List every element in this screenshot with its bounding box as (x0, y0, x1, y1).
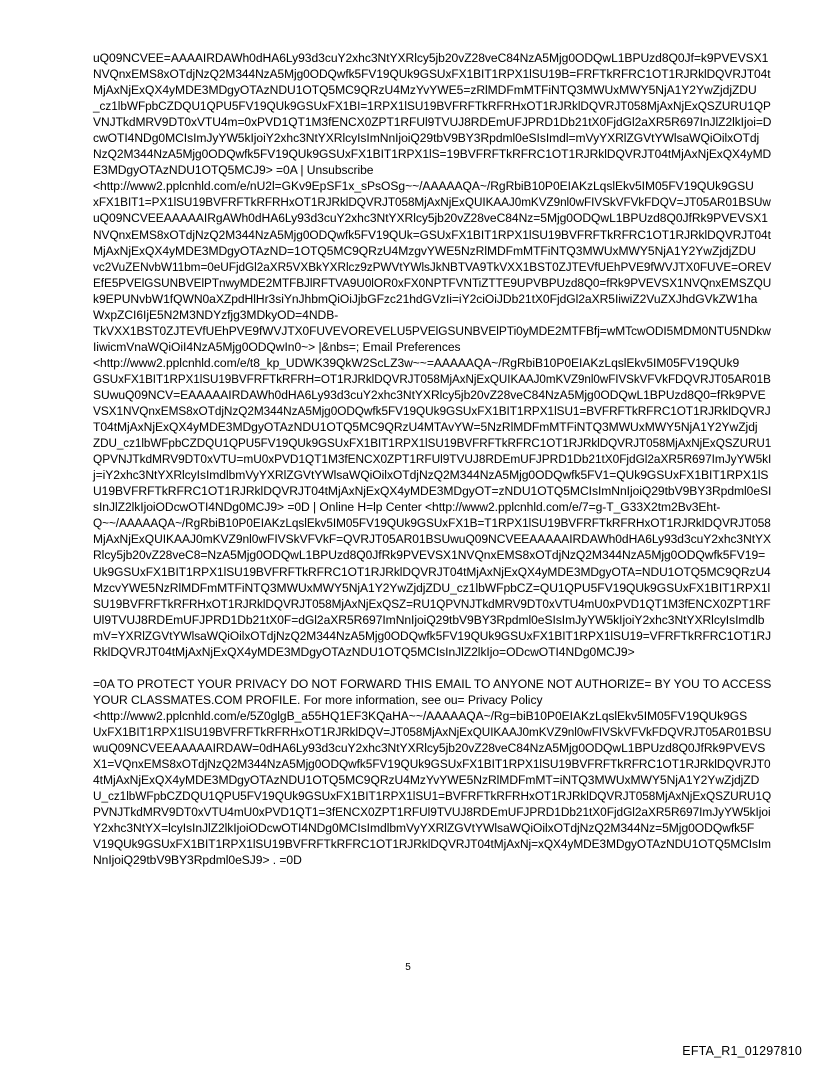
text-line: U19BVFRFTkRFRC1OT1RJRklDQVRJT04tMjAxNjExQX4yMDE3MDgyOT=zNDU1OTQ5MCIsImNnIjoiQ29tbV9BY3Rpdml0eSI (93, 484, 772, 499)
text-line: xFX1BIT1=PX1lSU19BVFRFTkRFRHxOT1RJRklDQVRJT058MjAxNjExQUIKAAJ0mKVZ9nl0wFIVSkVFVkFDQV=JT05AR01BSUw (93, 195, 771, 210)
text-line: ZDU_cz1lbWFpbCZDQU1QPU5FV19QUk9GSUxFX1BIT1RPX1lSU19BVFRFTkRFRC1OT1RJRklDQVRJT058MjAxNjExQSZURU1 (93, 436, 772, 451)
text-line: NnIjoiQ29tbV9BY3Rpdml0eSJ9> . =0D (93, 853, 302, 868)
text-line: <http://www2.pplcnhld.com/e/t8_kp_UDWK39QkW2ScLZ3w~~=AAAAAQA~/RgRbiB10P0EIAKzLqslEkv5IM05FV19QUk9 (93, 355, 740, 370)
text-line: sInJlZ2lkIjoiODcwOTI4NDg0MCJ9> =0D | Online H=lp Center <http://www2.pplcnhld.com/e/7=g-T_G33X2tm2Bv3Eht- (93, 500, 721, 515)
text-line: j=iY2xhc3NtYXRlcyIsImdlbmVyYXRlZGVtYWlsaWQiOilxOTdjNzQ2M344NzA5Mjg0ODQwfk5FV1=QUk9GSUxFX1BIT1RPX1lS (93, 468, 769, 483)
text-line: NVQnxEMS8xOTdjNzQ2M344NzA5Mjg0ODQwfk5FV19QUk9GSUxFX1BIT1RPX1lSU19B=FRFTkRFRC1OT1RJRklDQVRJT04t (93, 67, 771, 82)
page-number: 5 (405, 962, 411, 973)
text-line: cwOTI4NDg0MCIsImJyYW5kIjoiY2xhc3NtYXRlcyIsImNnIjoiQ29tbV9BY3Rpdml0eSIsImdl=mVyYXRlZGVtYWlsaWQiOilxOTdj (93, 131, 760, 146)
text-line: Ul9TVUJ8RDEmUFJPRD1Db21tX0F=dGl2aXR5R697ImNnIjoiQ29tbV9BY3Rpdml0eSIsImJyYW5kIjoiY2xhc3NtYXRlcyIsImdlb (93, 612, 765, 627)
paragraph-spacer (93, 660, 771, 676)
paragraph-privacy-notice (93, 676, 771, 869)
text-line: MjAxNjExQX4yMDE3MDgyOTAzND=1OTQ5MC9QRzU4MzgvYWE5NzRlMDFmMTFiNTQ3MWUxMWY5NjA1Y2YwZjdjZDU (93, 243, 756, 258)
text-line: k9EPUNvbW1fQWN0aXZpdHlHr3siYnJhbmQiOiJjbGFzc21hdGVzIi=iY2ciOiJDb21tX0FjdGl2aXR5IiwiZ2VuZXJhdGVkZW1ha (93, 291, 758, 306)
text-line: Uk9GSUxFX1BIT1RPX1lSU19BVFRFTkRFRC1OT1RJRklDQVRJT04tMjAxNjExQX4yMDE3MDgyOTA=NDU1OTQ5MC9QRzU4 (93, 564, 771, 579)
text-line: SUwuQ09NCV=EAAAAAIRDAWh0dHA6Ly93d3cuY2xhc3NtYXRlcy5jb20vZ28veC84NzA5Mjg0ODQwL1BPUzd8Q0=fRk9PVE (93, 387, 766, 402)
text-line: Q~~/AAAAAQA~/RgRbiB10P0EIAKzLqslEkv5IM05FV19QUk9GSUxFX1B=T1RPX1lSU19BVFRFTkRFRHxOT1RJRklDQVRJT058 (93, 516, 771, 531)
text-line: NVQnxEMS8xOTdjNzQ2M344NzA5Mjg0ODQwfk5FV19QUk=GSUxFX1BIT1RPX1lSU19BVFRFTkRFRC1OT1RJRklDQVRJT04t (93, 227, 771, 242)
text-line: vc2VuZENvbW11bm=0eUFjdGl2aXR5VXBkYXRlcz9zPWVtYWlsJkNBTVA9TkVXX1BST0ZJTEVfUEhPVE9fWVJTX0FUVE=OREV (93, 259, 772, 274)
text-line: <http://www2.pplcnhld.com/e/5Z0glgB_a55HQ1EF3KQaHA~~/AAAAAQA~/Rg=biB10P0EIAKzLqslEkv5IM05FV19QUk9GS (93, 708, 748, 723)
text-line: IiwicmVnaWQiOiI4NzA5Mjg0ODQwIn0~> |&nbs=; Email Preferences (93, 339, 461, 354)
text-line: WxpZCI6IjE5N2M3NDYzfjg3MDkyOD=4NDB- (93, 307, 339, 322)
email-body-text (93, 50, 771, 868)
text-line: =0A TO PROTECT YOUR PRIVACY DO NOT FORWARD THIS EMAIL TO ANYONE NOT AUTHORIZE= BY YOU TO ACCESS (93, 676, 772, 691)
text-line: Y2xhc3NtYX=lcyIsInJlZ2lkIjoiODcwOTI4NDg0MCIsImdlbmVyYXRlZGVtYWlsaWQiOilxOTdjNzQ2M344Nz=5Mjg0ODQwfk5F (93, 821, 755, 836)
text-line: UxFX1BIT1RPX1lSU19BVFRFTkRFRHxOT1RJRklDQV=JT058MjAxNjExQUIKAAJ0mKVZ9nl0wFIVSkVFVkFDQVRJT05AR01BSU (93, 724, 772, 739)
text-line: uQ09NCVEEAAAAAIRgAWh0dHA6Ly93d3cuY2xhc3NtYXRlcy5jb20vZ28veC84Nz=5Mjg0ODQwL1BPUzd8Q0JfRk9PVEVSX1 (93, 211, 768, 226)
text-line: <http://www2.pplcnhld.com/e/nU2l=GKv9EpSF1x_sPsOSg~~/AAAAAQA~/RgRbiB10P0EIAKzLqslEkv5IM05FV19QUk9GSU (93, 179, 754, 194)
text-line: uQ09NCVEE=AAAAIRDAWh0dHA6Ly93d3cuY2xhc3NtYXRlcy5jb20vZ28veC84NzA5Mjg0ODQwL1BPUzd8Q0Jf=k9PVEVSX1 (93, 51, 769, 65)
text-line: mV=YXRlZGVtYWlsaWQiOilxOTdjNzQ2M344NzA5Mjg0ODQwfk5FV19QUk9GSUxFX1BIT1RPX1lSU19=VFRFTkRFRC1OT1RJ (93, 628, 772, 643)
text-line: MjAxNjExQUIKAAJ0mKVZ9nl0wFIVSkVFVkF=QVRJT05AR01BSUwuQ09NCVEEAAAAAIRDAWh0dHA6Ly93d3cuY2xhc3NtYX (93, 532, 771, 547)
text-line: X1=VQnxEMS8xOTdjNzQ2M344NzA5Mjg0ODQwfk5FV19QUk9GSUxFX1BIT1RPX1lSU19BVFRFTkRFRC1OT1RJRklDQVRJT0 (93, 757, 771, 772)
text-line: V19QUk9GSUxFX1BIT1RPX1lSU19BVFRFTkRFRC1OT1RJRklDQVRJT04tMjAxNj=xQX4yMDE3MDgyOTAzNDU1OTQ5MCIsIm (93, 837, 771, 852)
text-line: EfE5PVElGSUNBVElPTnwyMDE2MTFBJlRFTVA9U0lOR0xFX0NPTFVNTiZTTE9UPVBPUzd8Q0=fRk9PVEVSX1NVQnxEMSZQU (93, 275, 772, 290)
text-line: YOUR CLASSMATES.COM PROFILE. For more information, see ou= Privacy Policy (93, 692, 543, 707)
text-line: U_cz1lbWFpbCZDQU1QPU5FV19QUk9GSUxFX1BIT1RPX1lSU1=BVFRFTkRFRHxOT1RJRklDQVRJT058MjAxNjExQSZURU1Q (93, 789, 772, 804)
text-line: GSUxFX1BIT1RPX1lSU19BVFRFTkRFRH=OT1RJRklDQVRJT058MjAxNjExQUIKAAJ0mKVZ9nl0wFIVSkVFVkFDQVRJT05AR01B (93, 371, 771, 386)
text-line: _cz1lbWFpbCZDQU1QPU5FV19QUk9GSUxFX1BI=1RPX1lSU19BVFRFTkRFRHxOT1RJRklDQVRJT058MjAxNjExQSZURU1QP (93, 99, 771, 114)
text-line: NzQ2M344NzA5Mjg0ODQwfk5FV19QUk9GSUxFX1BIT1RPX1lS=19BVFRFTkRFRC1OT1RJRklDQVRJT04tMjAxNjExQX4yMD (93, 147, 772, 162)
text-line: TkVXX1BST0ZJTEVfUEhPVE9fWVJTX0FUVEVOREVELU5PVElGSUNBVElPTi0yMDE2MTFBfj=wMTcwODI5MDM0NTU5NDkw (93, 323, 771, 338)
text-line: E3MDgyOTAzNDU1OTQ5MCJ9> =0A | Unsubscribe (93, 163, 374, 178)
text-line: MjAxNjExQX4yMDE3MDgyOTAzNDU1OTQ5MC9QRzU4MzYvYWE5=zRlMDFmMTFiNTQ3MWUxMWY5NjA1Y2YwZjdjZDU (93, 83, 757, 98)
text-line: VSX1NVQnxEMS8xOTdjNzQ2M344NzA5Mjg0ODQwfk5FV19QUk9GSUxFX1BIT1RPX1lSU1=BVFRFTkRFRC1OT1RJRklDQVRJ (93, 404, 771, 419)
text-line: RklDQVRJT04tMjAxNjExQX4yMDE3MDgyOTAzNDU1OTQ5MCIsInJlZ2lkIjo=ODcwOTI4NDg0MCJ9> (93, 644, 635, 659)
text-line: wuQ09NCVEEAAAAAIRDAW=0dHA6Ly93d3cuY2xhc3NtYXRlcy5jb20vZ28veC84NzA5Mjg0ODQwL1BPUzd8Q0JfRk9PVEVS (93, 741, 766, 756)
text-line: MzcvYWE5NzRlMDFmMTFiNTQ3MWUxMWY5NjA1Y2YwZjdjZDU_cz1lbWFpbCZ=QU1QPU5FV19QUk9GSUxFX1BIT1RPX1l (93, 580, 771, 595)
text-line: QPVNJTkdMRV9DT0xVTU=mU0xPVD1QT1M3fENCX0ZPT1RFUl9TVUJ8RDEmUFJPRD1Db21tX0FjdGl2aXR5R697ImJyYW5kI (93, 452, 772, 467)
document-id-stamp: EFTA_R1_01297810 (682, 1044, 802, 1058)
text-line: 4tMjAxNjExQX4yMDE3MDgyOTAzNDU1OTQ5MC9QRzU4MzYvYWE5NzRlMDFmMT=iNTQ3MWUxMWY5NjA1Y2YwZjdjZD (93, 773, 760, 788)
text-line: Rlcy5jb20vZ28veC8=NzA5Mjg0ODQwL1BPUzd8Q0JfRk9PVEVSX1NVQnxEMS8xOTdjNzQ2M344NzA5Mjg0ODQwfk5FV19= (93, 548, 766, 563)
text-line: T04tMjAxNjExQX4yMDE3MDgyOTAzNDU1OTQ5MC9QRzU4MTAvYW=5NzRlMDFmMTFiNTQ3MWUxMWY5NjA1Y2YwZjdj (93, 420, 758, 435)
text-line: VNJTkdMRV9DT0xVTU4m=0xPVD1QT1M3fENCX0ZPT1RFUl9TVUJ8RDEmUFJPRD1Db21tX0FjdGl2aXR5R697InJlZ2lkIjoi=D (93, 115, 772, 130)
paragraph-encoded-links (93, 50, 771, 660)
text-line: PVNJTkdMRV9DT0xVTU4mU0xPVD1QT1=3fENCX0ZPT1RFUl9TVUJ8RDEmUFJPRD1Db21tX0FjdGl2aXR5R697ImJyYW5kIjoi (93, 805, 771, 820)
text-line: SU19BVFRFTkRFRHxOT1RJRklDQVRJT058MjAxNjExQSZ=RU1QPVNJTkdMRV9DT0xVTU4mU0xPVD1QT1M3fENCX0ZPT1RF (93, 596, 771, 611)
